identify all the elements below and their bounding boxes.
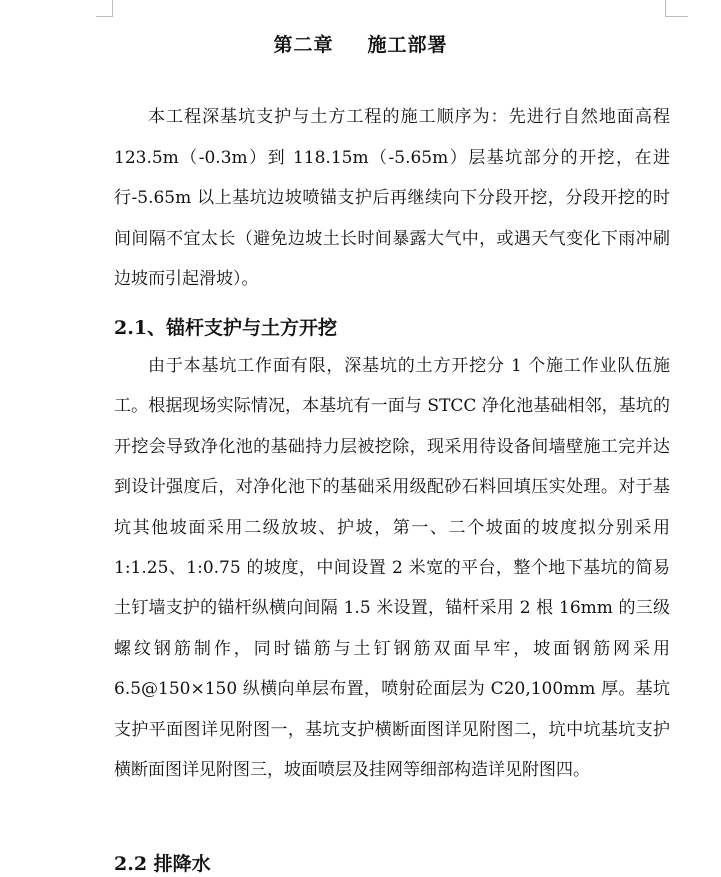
chapter-name: 施工部署 bbox=[367, 34, 448, 56]
intro-paragraph: 本工程深基坑支护与土方工程的施工顺序为：先进行自然地面高程 123.5m（-0.3m）到 118.15m（-5.65m）层基坑部分的开挖，在进行-5.65m 以上基坑边坡喷锚支护后再继续向下分段开挖，分段开挖的时间间隔不宜太长（避免边坡土长时间暴露大气中，或遇天气变化下雨冲刷边坡而引起滑坡）。 bbox=[114, 107, 670, 289]
crop-mark-top-right bbox=[665, 0, 688, 17]
section-heading-2-2: 2.2 排降水 bbox=[114, 853, 211, 875]
section-heading-2-1: 2.1、锚杆支护与土方开挖 bbox=[114, 317, 338, 339]
crop-mark-top-left bbox=[96, 0, 113, 17]
section-2-1-paragraph: 由于本基坑工作面有限，深基坑的土方开挖分 1 个施工作业队伍施工。根据现场实际情况，本基坑有一面与 STCC 净化池基础相邻，基坑的开挖会导致净化池的基础持力层被挖除，现采用待设备间墙壁施工完并达到设计强度后，对净化池下的基础采用级配砂石料回填压实处理。对于基坑其他坡面采用二级放坡、护坡，第一、二个坡面的坡度拟分别采用 1:1.25、1:0.75 的坡度，中间设置 2 米宽的平台，整个地下基坑的简易土钉墙支护的锚杆纵横向间隔 1.5 米设置，锚杆采用 2 根 16mm 的三级螺纹钢筋制作，同时锚筋与土钉钢筋双面早牢，坡面钢筋网采用 6.5@150×150 纵横向单层布置，喷射砼面层为 C20,100mm 厚。基坑支护平面图详见附图一，基坑支护横断面图详见附图二，坑中坑基坑支护横断面图详见附图三，坡面喷层及挂网等细部构造详见附图四。 bbox=[114, 356, 687, 781]
chapter-number: 第二章 bbox=[273, 34, 334, 56]
chapter-title bbox=[0, 30, 721, 57]
